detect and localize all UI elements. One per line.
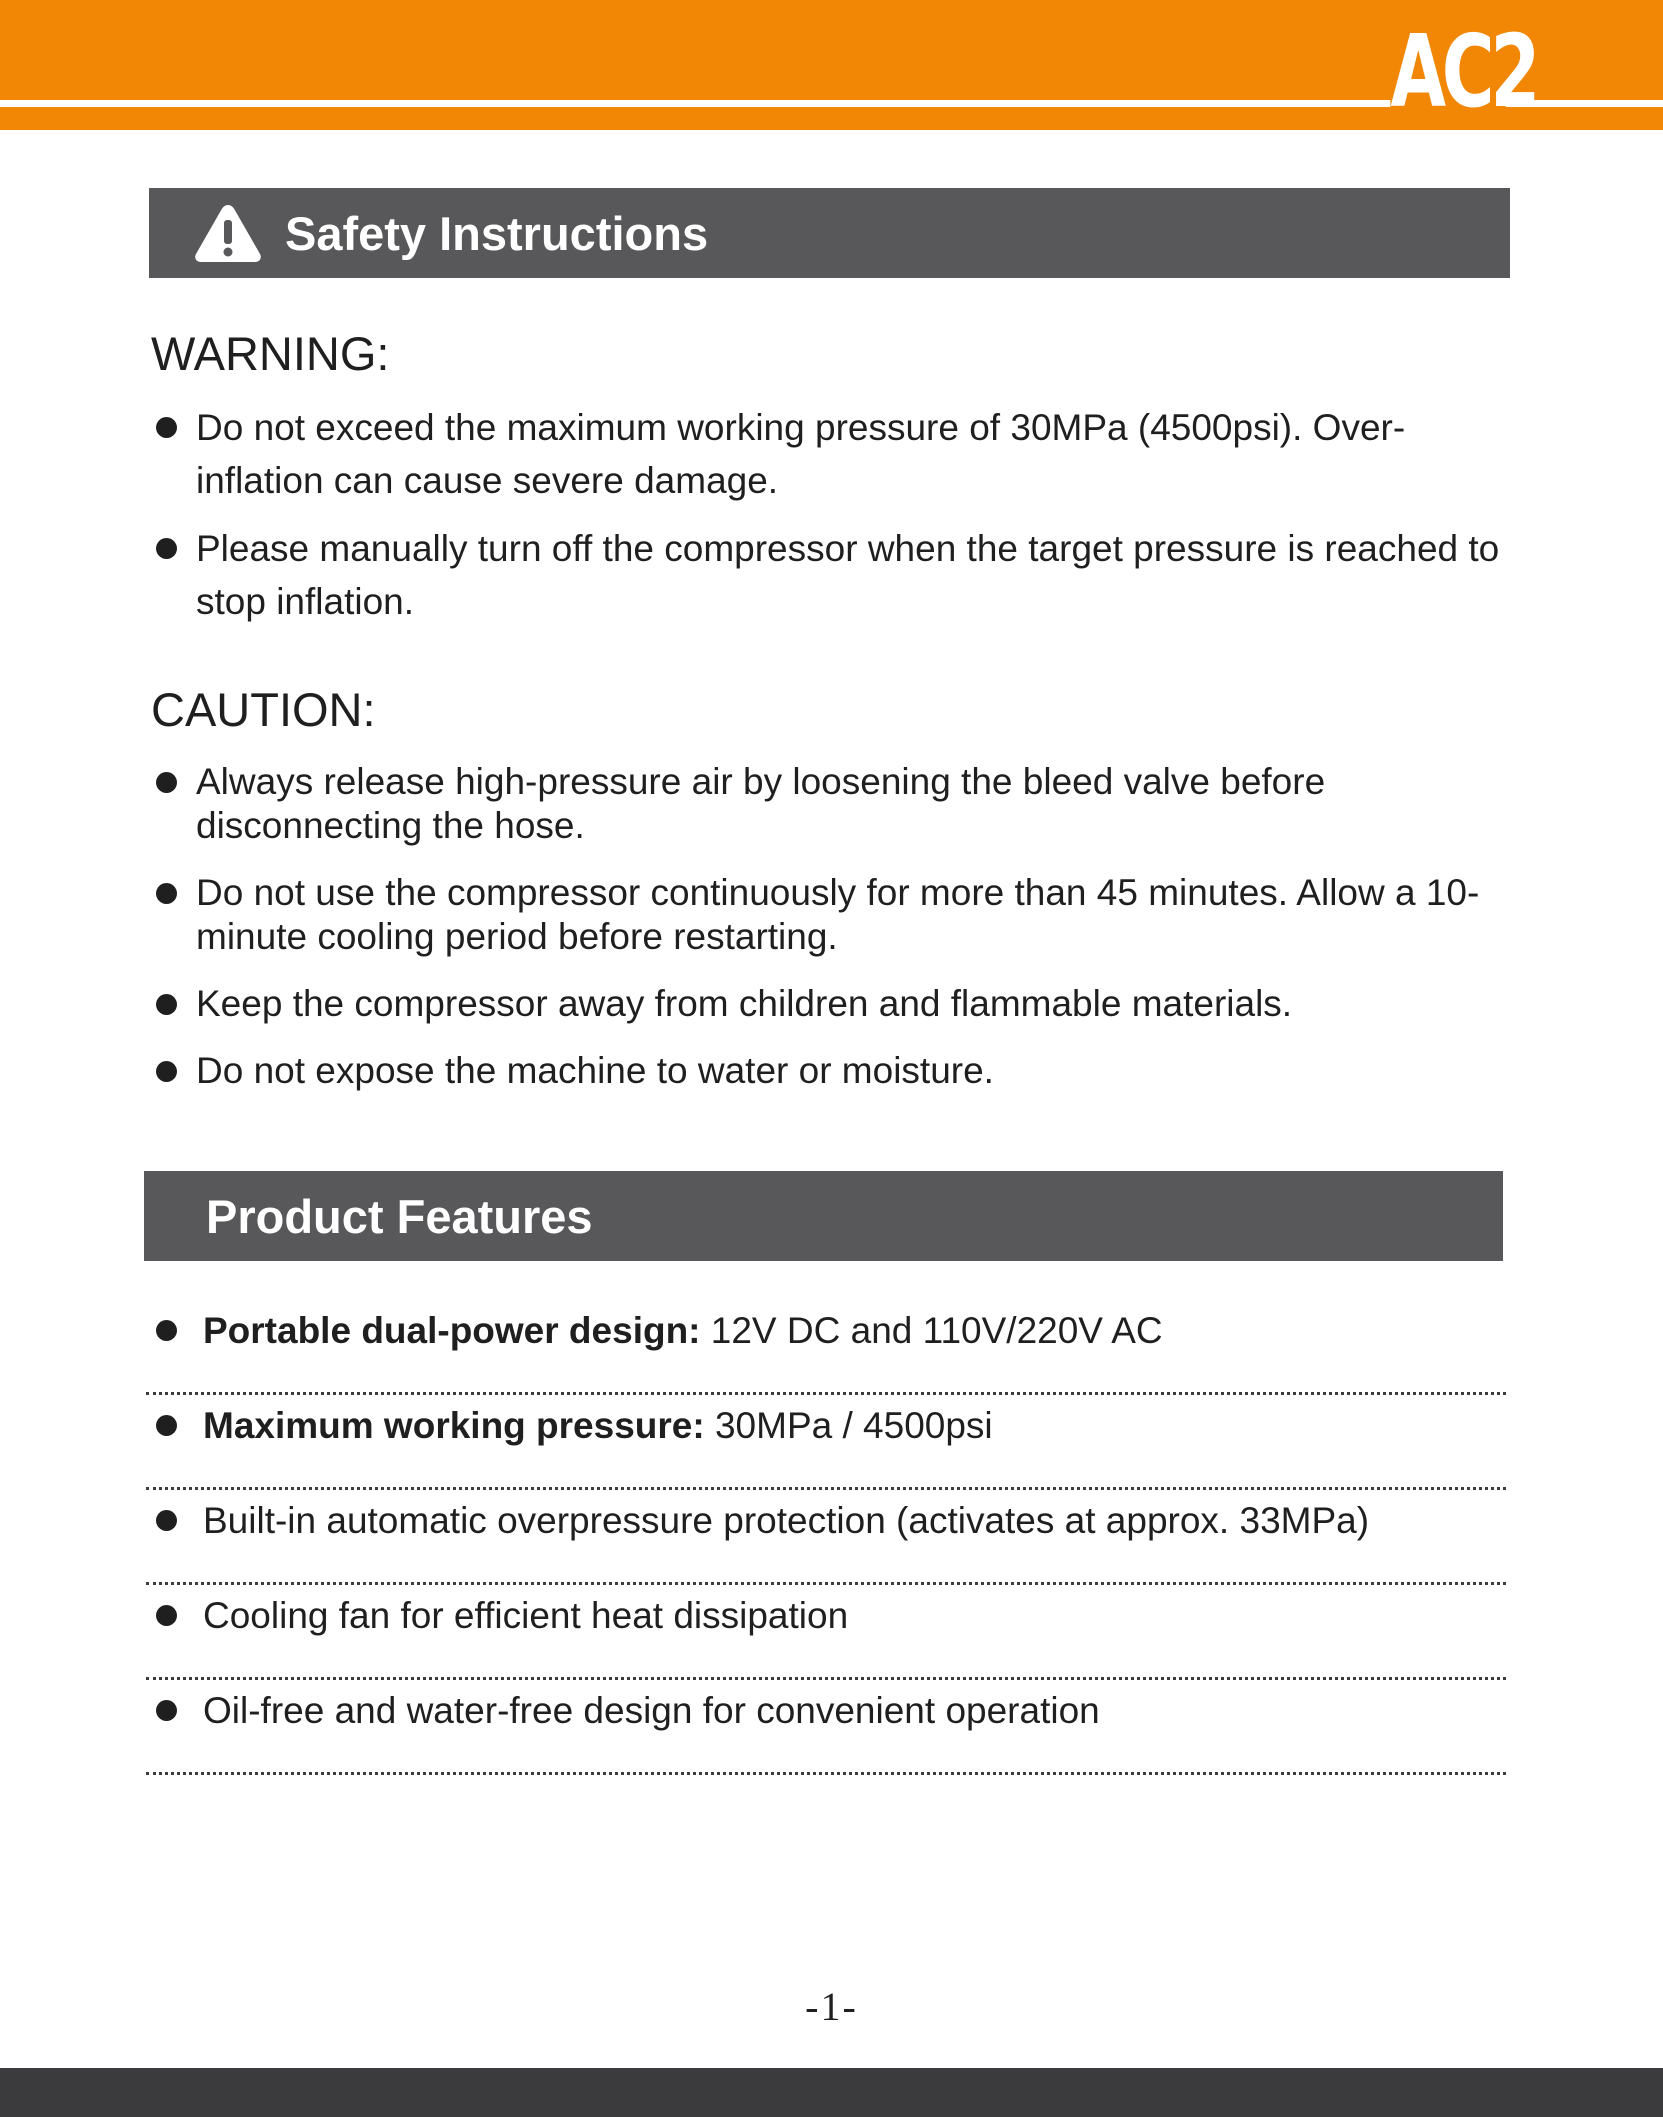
- bullet-icon: [156, 994, 177, 1015]
- bullet-icon: [156, 1415, 177, 1436]
- list-item: [151, 401, 1511, 507]
- features-list: [146, 1300, 1506, 1775]
- feature-text: 30MPa / 4500psi: [704, 1405, 993, 1446]
- feature-text: 12V DC and 110V/220V AC: [700, 1310, 1163, 1351]
- feature-label: Portable dual-power design:: [203, 1310, 701, 1351]
- feature-label: Maximum working pressure:: [203, 1405, 705, 1446]
- list-item: [146, 1300, 1506, 1395]
- product-features-header: [144, 1171, 1503, 1261]
- bullet-icon: [156, 1320, 177, 1341]
- feature-text: Oil-free and water-free design for convenient operation: [203, 1690, 1100, 1731]
- bullet-icon: [156, 1061, 177, 1082]
- safety-instructions-header: [149, 188, 1510, 278]
- list-item: [151, 982, 1511, 1026]
- list-item: [151, 1049, 1511, 1093]
- list-item: [151, 760, 1511, 848]
- warning-item-text: Please manually turn off the compressor when the target pressure is reached to stop inflation.: [196, 528, 1500, 622]
- caution-item-text: Keep the compressor away from children and flammable materials.: [196, 983, 1293, 1024]
- bullet-icon: [156, 1605, 177, 1626]
- page-number: -1-: [805, 1984, 858, 2029]
- caution-item-text: Do not expose the machine to water or moisture.: [196, 1050, 994, 1091]
- warning-item-text: Do not exceed the maximum working pressure of 30MPa (4500psi). Over-inflation can cause severe damage.: [196, 407, 1406, 501]
- caution-list: [151, 760, 1511, 1116]
- list-item: [146, 1680, 1506, 1775]
- list-item: [146, 1585, 1506, 1680]
- list-item: [146, 1395, 1506, 1490]
- list-item: [146, 1490, 1506, 1585]
- safety-title: Safety Instructions: [285, 206, 709, 260]
- bullet-icon: [156, 538, 177, 559]
- feature-text: Built-in automatic overpressure protection (activates at approx. 33MPa): [203, 1500, 1370, 1541]
- caution-item-text: Do not use the compressor continuously for more than 45 minutes. Allow a 10-minute cooling period before restarting.: [196, 872, 1480, 957]
- list-item: [151, 871, 1511, 959]
- footer-bar: [0, 2068, 1663, 2117]
- list-item: [151, 522, 1511, 628]
- warning-list: [151, 401, 1511, 643]
- warning-heading: WARNING:: [151, 327, 390, 380]
- warning-triangle-icon: [193, 202, 263, 264]
- caution-heading: CAUTION:: [151, 683, 376, 736]
- bullet-icon: [156, 772, 177, 793]
- bullet-icon: [156, 417, 177, 438]
- bullet-icon: [156, 1510, 177, 1531]
- model-name: AC2: [1390, 13, 1537, 130]
- caution-item-text: Always release high-pressure air by loosening the bleed valve before disconnecting the hose.: [196, 761, 1326, 846]
- feature-text: Cooling fan for efficient heat dissipation: [203, 1595, 849, 1636]
- features-title: Product Features: [206, 1189, 593, 1243]
- bullet-icon: [156, 883, 177, 904]
- bullet-icon: [156, 1700, 177, 1721]
